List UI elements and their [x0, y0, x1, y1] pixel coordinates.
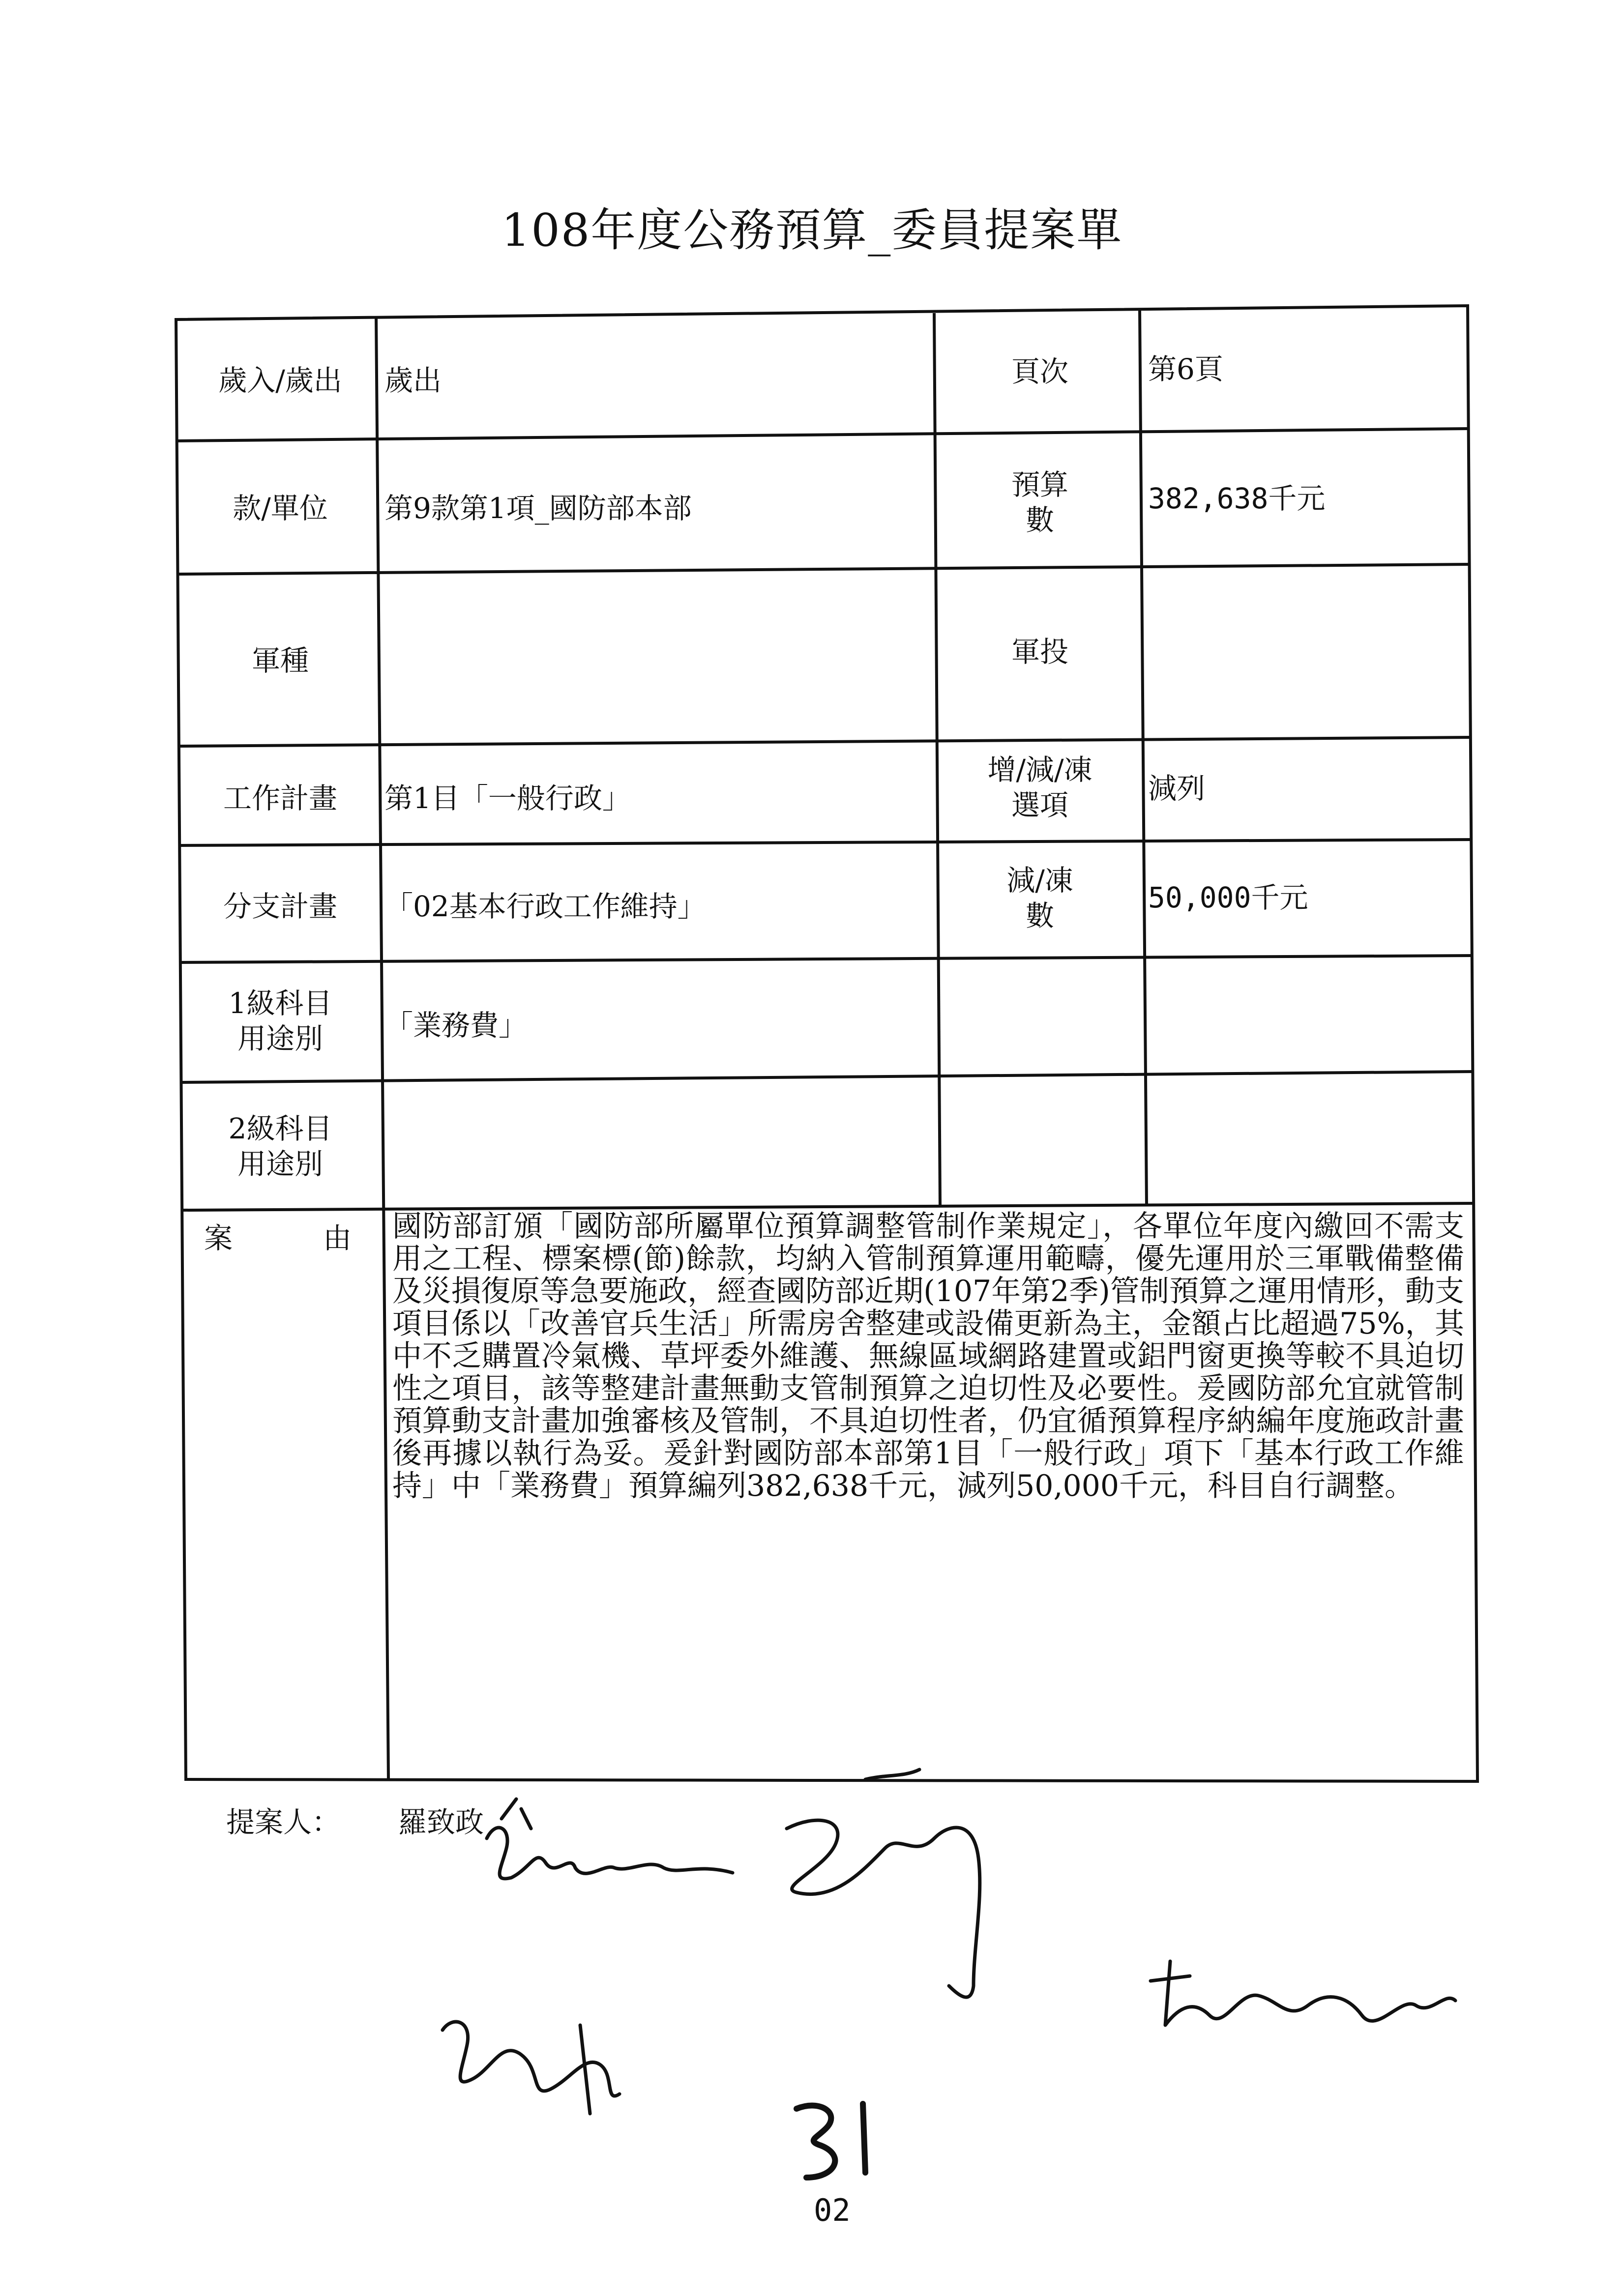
- value-reduction-amount: 50,000千元: [1148, 881, 1308, 914]
- proposer-name: 羅致政: [398, 1805, 484, 1839]
- label-budget-amount-line2: 數: [1025, 503, 1054, 537]
- label-reduction-amount-line2: 數: [1025, 899, 1054, 932]
- label-page: 頁次: [1011, 355, 1068, 388]
- value-level1-subject: 「業務費」: [384, 1009, 528, 1042]
- reason-label-char2: 由: [323, 1221, 352, 1255]
- label-reduction-amount-line1: 減/凍: [1006, 864, 1073, 897]
- value-revenue-expense: 歲出: [384, 364, 442, 397]
- label-level2-subject-line2: 用途別: [237, 1147, 323, 1181]
- label-branch-plan: 分支計畫: [223, 890, 337, 923]
- signature-2: [787, 1820, 980, 1997]
- label-adjust-option-line2: 選項: [1011, 788, 1068, 822]
- label-section-unit: 款/單位: [233, 492, 328, 525]
- value-section-unit: 第9款第1項_國防部本部: [384, 492, 692, 525]
- label-level2-subject-line1: 2級科目: [228, 1112, 332, 1145]
- label-work-plan: 工作計畫: [223, 782, 337, 815]
- label-revenue-expense: 歲入/歲出: [218, 364, 342, 397]
- signature-3: [443, 2022, 620, 2096]
- reason-label-char1: 案: [204, 1221, 233, 1255]
- label-budget-amount-line1: 預算: [1011, 468, 1068, 501]
- label-level1-subject-line1: 1級科目: [228, 987, 332, 1020]
- label-level1-subject-line2: 用途別: [237, 1022, 323, 1055]
- label-adjust-option-line1: 增/減/凍: [987, 753, 1093, 786]
- page-title: 108年度公務預算_委員提案單: [501, 204, 1123, 257]
- value-budget-amount: 382,638千元: [1148, 482, 1326, 515]
- signature-1: [487, 1828, 733, 1879]
- value-branch-plan: 「02基本行政工作維持」: [384, 890, 706, 923]
- label-military-investment: 軍投: [1011, 635, 1068, 668]
- page-number: 02: [814, 2192, 851, 2228]
- value-page: 第6頁: [1148, 352, 1223, 386]
- proposer-label: 提案人：: [226, 1805, 341, 1839]
- value-work-plan: 第1目「一般行政」: [384, 782, 631, 815]
- label-service-branch: 軍種: [251, 644, 309, 677]
- reason-text: 國防部訂頒「國防部所屬單位預算調整管制作業規定」，各單位年度內繳回不需支用之工程、標案標(節)餘款，均納入管制預算運用範疇，優先運用於三軍戰備整備及災損復原等急要施政，經查國防部近期(107年第2季)管制預算之運用情形，動支項目係以「改善官兵生活」所需房舍整建或設備更新為主，金額占比超過75%，其中不乏購置冷氣機、草坪委外維護、無線區域網路建置或鋁門窗更換等較不具迫切性之項目，該等整建計畫無動支管制預算之迫切性及必要性。爰國防部允宜就管制預算動支計畫加強審核及管制，不具迫切性者，仍宜循預算程序納編年度施政計畫後再據以執行為妥。爰針對國防部本部第1目「一般行政」項下「基本行政工作維持」中「業務費」預算編列382,638千元，減列50,000千元，科目自行調整。: [392, 1209, 1464, 1503]
- value-adjust-option: 減列: [1148, 772, 1206, 805]
- signature-4: [1151, 1961, 1455, 2025]
- handwritten-page-number: [792, 2095, 797, 2100]
